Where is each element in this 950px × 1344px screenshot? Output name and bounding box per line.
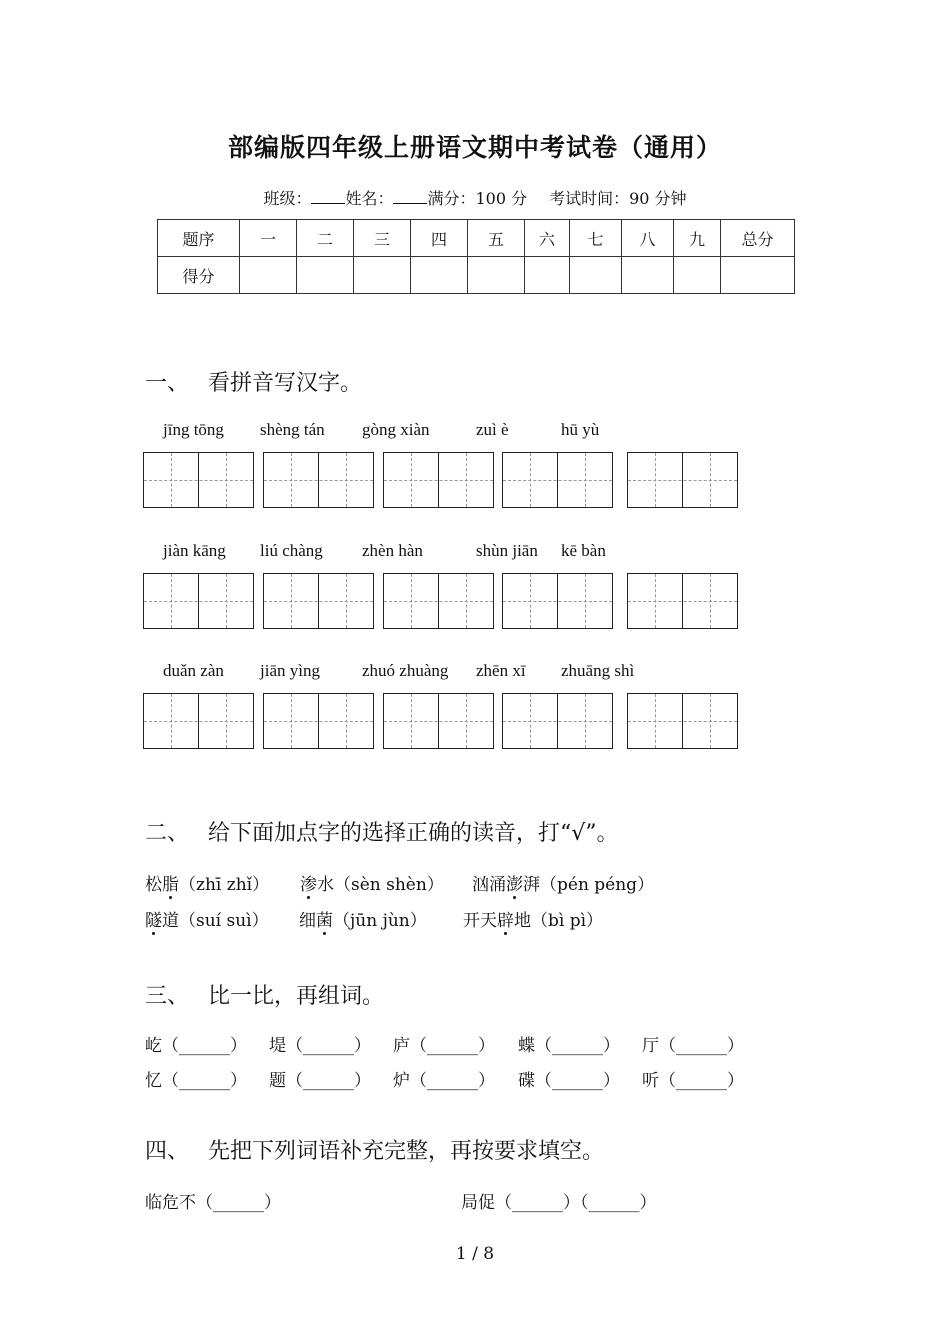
score-cell[interactable]: [622, 257, 674, 294]
name-label: 姓名：: [345, 189, 394, 208]
score-header-cell: 五: [468, 220, 525, 257]
writing-grid[interactable]: [627, 693, 738, 749]
score-cell[interactable]: [570, 257, 622, 294]
pinyin-label: gòng xiàn: [362, 420, 430, 439]
writing-grid[interactable]: [263, 693, 374, 749]
name-blank[interactable]: [393, 190, 427, 204]
compare-item[interactable]: 庐（______）: [393, 1036, 495, 1056]
score-header-cell: 六: [525, 220, 570, 257]
compare-item[interactable]: 蝶（______）: [518, 1036, 620, 1056]
compare-item[interactable]: 听（______）: [642, 1071, 744, 1091]
reading-item: 细菌（jūn jùn）: [299, 906, 427, 931]
score-cell[interactable]: [674, 257, 721, 294]
pinyin-label: zhuāng shì: [561, 661, 635, 680]
writing-grid[interactable]: [627, 452, 738, 508]
section-title: 比一比，再组词。: [208, 984, 385, 1009]
section-title: 给下面加点字的选择正确的读音，打“√”。: [208, 821, 619, 846]
pinyin-label: zhēn xī: [476, 661, 526, 680]
compare-item[interactable]: 碟（______）: [518, 1071, 620, 1091]
score-header-cell: 四: [411, 220, 468, 257]
writing-grid[interactable]: [383, 452, 494, 508]
section-3-heading: [145, 979, 384, 1010]
page-title: 部编版四年级上册语文期中考试卷（通用）: [227, 133, 722, 162]
writing-grid[interactable]: [502, 573, 613, 629]
fill-item[interactable]: 临危不（______）: [145, 1193, 281, 1213]
pinyin-label: hū yù: [561, 420, 600, 439]
compare-item[interactable]: 屹（______）: [145, 1036, 247, 1056]
writing-grid[interactable]: [383, 573, 494, 629]
pinyin-label: zuì è: [476, 420, 509, 439]
reading-item: 渗水（sèn shèn）: [300, 870, 444, 895]
score-header-row: [158, 220, 795, 257]
class-blank[interactable]: [311, 190, 345, 204]
dotted-char: 脂: [162, 870, 179, 895]
score-cell[interactable]: [411, 257, 468, 294]
writing-grid[interactable]: [143, 693, 254, 749]
section-number: 三、: [145, 984, 190, 1009]
compare-item[interactable]: 忆（______）: [145, 1071, 247, 1091]
score-header-cell: 二: [297, 220, 354, 257]
fill-item[interactable]: 局促（______）（______）: [461, 1193, 657, 1213]
score-header-cell: 题序: [158, 220, 240, 257]
pinyin-label: shèng tán: [260, 420, 325, 439]
compare-item[interactable]: 题（______）: [269, 1071, 371, 1091]
score-header-cell: 七: [570, 220, 622, 257]
class-label: 班级：: [263, 189, 312, 208]
score-value-row: [158, 257, 795, 294]
dotted-char: 渗: [300, 870, 317, 895]
compare-item[interactable]: 堤（______）: [269, 1036, 371, 1056]
section-number: 四、: [145, 1139, 190, 1164]
section-title: 看拼音写汉字。: [208, 371, 363, 396]
pinyin-label: kē bàn: [561, 541, 606, 560]
section-1-heading: [145, 366, 362, 397]
writing-grid[interactable]: [143, 452, 254, 508]
dotted-char: 辟: [497, 906, 514, 931]
section-2-heading: [145, 816, 619, 847]
exam-info: [0, 186, 950, 209]
dotted-char: 澎: [506, 870, 523, 895]
score-header-cell: 八: [622, 220, 674, 257]
score-header-cell: 总分: [721, 220, 795, 257]
dotted-char: 隧: [145, 906, 162, 931]
section-number: 二、: [145, 821, 190, 846]
compare-item[interactable]: 炉（______）: [393, 1071, 495, 1091]
pinyin-label: jīng tōng: [163, 420, 224, 439]
pinyin-label: zhèn hàn: [362, 541, 423, 560]
score-cell[interactable]: [721, 257, 795, 294]
exam-time: 考试时间：90 分钟: [549, 189, 687, 208]
score-cell[interactable]: [240, 257, 297, 294]
writing-grid[interactable]: [143, 573, 254, 629]
writing-grid[interactable]: [383, 693, 494, 749]
writing-grid[interactable]: [263, 452, 374, 508]
score-row-label: 得分: [158, 257, 240, 294]
reading-item: 开天辟地（bì pì）: [463, 906, 603, 931]
reading-item: 隧道（suí suì）: [145, 906, 269, 931]
score-table: [157, 219, 795, 294]
reading-item: 汹涌澎湃（pén péng）: [472, 870, 654, 895]
full-score: 满分：100 分: [427, 189, 528, 208]
dotted-char: 菌: [316, 906, 333, 931]
pinyin-label: jiān yìng: [260, 661, 320, 680]
pinyin-label: liú chàng: [260, 541, 323, 560]
score-header-cell: 一: [240, 220, 297, 257]
writing-grid[interactable]: [263, 573, 374, 629]
pinyin-label: duǎn zàn: [163, 661, 224, 680]
section-number: 一、: [145, 371, 190, 396]
writing-grid[interactable]: [502, 452, 613, 508]
score-cell[interactable]: [468, 257, 525, 294]
compare-item[interactable]: 厅（______）: [642, 1036, 744, 1056]
pinyin-label: jiàn kāng: [163, 541, 226, 560]
pinyin-label: shùn jiān: [476, 541, 538, 560]
writing-grid[interactable]: [502, 693, 613, 749]
score-cell[interactable]: [354, 257, 411, 294]
score-cell[interactable]: [525, 257, 570, 294]
score-header-cell: 三: [354, 220, 411, 257]
pinyin-label: zhuó zhuàng: [362, 661, 449, 680]
page-number: 1 / 8: [455, 1244, 495, 1264]
score-header-cell: 九: [674, 220, 721, 257]
reading-item: 松脂（zhī zhǐ）: [145, 870, 269, 895]
section-title: 先把下列词语补充完整，再按要求填空。: [208, 1139, 605, 1164]
score-cell[interactable]: [297, 257, 354, 294]
writing-grid[interactable]: [627, 573, 738, 629]
section-4-heading: [145, 1134, 604, 1165]
